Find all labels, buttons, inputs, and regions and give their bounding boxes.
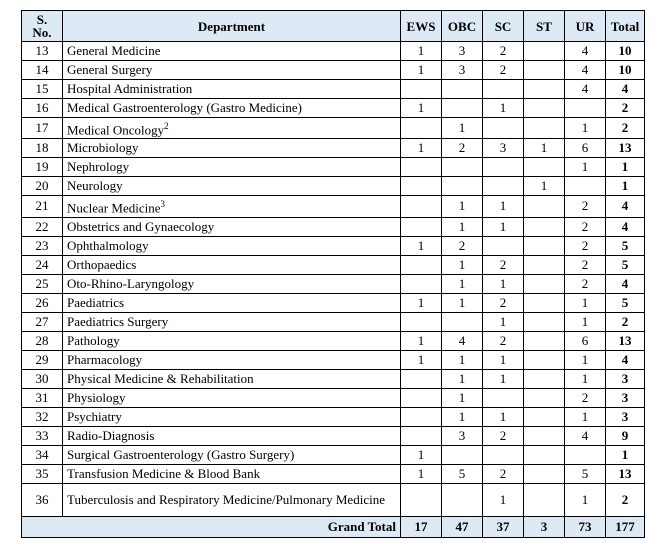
- cell-total: 13: [606, 331, 645, 350]
- department-name: Psychiatry: [67, 408, 122, 424]
- cell-department: [63, 445, 401, 464]
- cell-st: [524, 255, 565, 274]
- grand-total-ews: 17: [401, 516, 442, 537]
- table-row: [22, 118, 645, 139]
- department-name: Nuclear Medicine: [67, 200, 161, 216]
- table-row: [22, 61, 645, 80]
- cell-ews: [401, 483, 442, 516]
- department-name: Medical Oncology: [67, 122, 165, 138]
- cell-st: [524, 445, 565, 464]
- cell-sc: [483, 158, 524, 177]
- cell-sno: 15: [22, 80, 63, 99]
- cell-st: [524, 483, 565, 516]
- cell-ur: 1: [565, 350, 606, 369]
- cell-obc: [442, 445, 483, 464]
- cell-obc: 1: [442, 350, 483, 369]
- cell-obc: 2: [442, 139, 483, 158]
- cell-ews: 1: [401, 464, 442, 483]
- cell-ews: [401, 158, 442, 177]
- cell-department: [63, 236, 401, 255]
- cell-sc: [483, 177, 524, 196]
- cell-ur: [565, 177, 606, 196]
- table-row: [22, 293, 645, 312]
- cell-total: 5: [606, 255, 645, 274]
- cell-st: [524, 196, 565, 217]
- cell-sno: 14: [22, 61, 63, 80]
- cell-department: [63, 42, 401, 61]
- cell-ur: [565, 445, 606, 464]
- cell-ews: 1: [401, 99, 442, 118]
- cell-department: [63, 331, 401, 350]
- cell-st: [524, 464, 565, 483]
- table-row: [22, 331, 645, 350]
- header-sno: [22, 11, 63, 42]
- table-row: [22, 255, 645, 274]
- table-footer: [22, 516, 645, 537]
- cell-department: [63, 139, 401, 158]
- cell-obc: [442, 80, 483, 99]
- cell-sc: 1: [483, 274, 524, 293]
- cell-sc: [483, 388, 524, 407]
- cell-department: [63, 312, 401, 331]
- department-name: General Medicine: [67, 43, 161, 58]
- cell-ews: [401, 312, 442, 331]
- cell-st: [524, 118, 565, 139]
- cell-obc: 1: [442, 388, 483, 407]
- cell-sc: 2: [483, 255, 524, 274]
- cell-ews: 1: [401, 293, 442, 312]
- cell-ur: 1: [565, 118, 606, 139]
- department-name: Physical Medicine & Rehabilitation: [67, 370, 254, 386]
- header-row: [22, 11, 645, 42]
- cell-sc: 1: [483, 483, 524, 516]
- cell-sno: 31: [22, 388, 63, 407]
- cell-ews: [401, 407, 442, 426]
- cell-sno: 21: [22, 196, 63, 217]
- cell-sno: 25: [22, 274, 63, 293]
- department-name: Pathology: [67, 332, 120, 348]
- cell-sc: 2: [483, 426, 524, 445]
- cell-ur: 1: [565, 293, 606, 312]
- cell-obc: [442, 177, 483, 196]
- department-name: Hospital Administration: [67, 81, 193, 96]
- cell-department: [63, 118, 401, 139]
- table-row: [22, 236, 645, 255]
- cell-total: 9: [606, 426, 645, 445]
- cell-obc: 2: [442, 236, 483, 255]
- cell-sno: 30: [22, 369, 63, 388]
- department-table: [21, 10, 645, 538]
- cell-st: [524, 42, 565, 61]
- cell-sc: 1: [483, 350, 524, 369]
- cell-ur: 2: [565, 217, 606, 236]
- cell-obc: 5: [442, 464, 483, 483]
- cell-total: 4: [606, 350, 645, 369]
- cell-st: [524, 99, 565, 118]
- table-row: [22, 445, 645, 464]
- cell-ews: [401, 80, 442, 99]
- table-header: [22, 11, 645, 42]
- cell-department: [63, 426, 401, 445]
- footnote-marker: 3: [160, 199, 165, 210]
- cell-ur: 1: [565, 407, 606, 426]
- cell-obc: 1: [442, 407, 483, 426]
- cell-ews: [401, 255, 442, 274]
- cell-total: 10: [606, 42, 645, 61]
- department-name: Transfusion Medicine & Blood Bank: [67, 465, 261, 481]
- table-row: [22, 312, 645, 331]
- table-row: [22, 483, 645, 516]
- cell-sc: 2: [483, 61, 524, 80]
- cell-ews: 1: [401, 139, 442, 158]
- table-row: [22, 426, 645, 445]
- department-name: Paediatrics Surgery: [67, 313, 169, 329]
- cell-total: 4: [606, 80, 645, 99]
- table-row: [22, 369, 645, 388]
- cell-ur: 2: [565, 236, 606, 255]
- department-name: Microbiology: [67, 140, 139, 156]
- department-name: Nephrology: [67, 159, 130, 175]
- cell-sno: 16: [22, 99, 63, 118]
- cell-st: [524, 388, 565, 407]
- department-name: Tuberculosis and Respiratory Medicine/Pulmonary Medicine: [67, 491, 385, 507]
- header-ur: UR: [565, 11, 606, 42]
- cell-department: [63, 61, 401, 80]
- table-row: [22, 217, 645, 236]
- cell-obc: [442, 158, 483, 177]
- cell-department: [63, 407, 401, 426]
- table-row: [22, 177, 645, 196]
- grand-total-sc: 37: [483, 516, 524, 537]
- footnote-marker: 2: [164, 121, 169, 131]
- cell-sc: 1: [483, 196, 524, 217]
- department-name: Physiology: [67, 389, 126, 405]
- cell-obc: [442, 483, 483, 516]
- department-name: Radio-Diagnosis: [67, 427, 155, 443]
- cell-sno: 13: [22, 42, 63, 61]
- cell-obc: 1: [442, 196, 483, 217]
- cell-ur: 4: [565, 80, 606, 99]
- cell-st: [524, 312, 565, 331]
- header-sno-line2: No.: [32, 25, 52, 40]
- table-row: [22, 350, 645, 369]
- department-name: Ophthalmology: [67, 237, 149, 253]
- cell-st: [524, 80, 565, 99]
- table-row: [22, 196, 645, 217]
- cell-ur: 5: [565, 464, 606, 483]
- cell-obc: 1: [442, 293, 483, 312]
- table-row: [22, 139, 645, 158]
- cell-department: [63, 177, 401, 196]
- cell-obc: 1: [442, 274, 483, 293]
- cell-ews: [401, 196, 442, 217]
- cell-department: [63, 388, 401, 407]
- cell-sc: 2: [483, 464, 524, 483]
- table-row: [22, 388, 645, 407]
- table-row: [22, 407, 645, 426]
- cell-ur: 1: [565, 483, 606, 516]
- cell-obc: [442, 99, 483, 118]
- cell-sc: 2: [483, 293, 524, 312]
- department-name: Oto-Rhino-Laryngology: [67, 275, 195, 291]
- cell-ews: 1: [401, 42, 442, 61]
- cell-ur: 4: [565, 42, 606, 61]
- header-sc: SC: [483, 11, 524, 42]
- cell-ur: 1: [565, 312, 606, 331]
- cell-obc: 3: [442, 61, 483, 80]
- cell-sno: 32: [22, 407, 63, 426]
- cell-total: 3: [606, 388, 645, 407]
- header-obc: OBC: [442, 11, 483, 42]
- cell-department: [63, 217, 401, 236]
- cell-st: [524, 217, 565, 236]
- cell-sno: 23: [22, 236, 63, 255]
- cell-department: [63, 158, 401, 177]
- cell-sc: 3: [483, 139, 524, 158]
- cell-sno: 17: [22, 118, 63, 139]
- cell-sc: 1: [483, 407, 524, 426]
- cell-ews: [401, 369, 442, 388]
- cell-st: 1: [524, 177, 565, 196]
- cell-obc: 4: [442, 331, 483, 350]
- grand-total-row: [22, 516, 645, 537]
- cell-sc: [483, 445, 524, 464]
- department-name: Surgical Gastroenterology (Gastro Surgery): [67, 446, 295, 462]
- grand-total-label: Grand Total: [22, 516, 401, 537]
- cell-st: [524, 369, 565, 388]
- cell-ews: [401, 426, 442, 445]
- cell-sno: 22: [22, 217, 63, 236]
- cell-sno: 26: [22, 293, 63, 312]
- grand-total-st: 3: [524, 516, 565, 537]
- cell-ur: 6: [565, 331, 606, 350]
- cell-ews: [401, 274, 442, 293]
- department-name: Obstetrics and Gynaecology: [67, 218, 215, 234]
- department-name: Orthopaedics: [67, 256, 137, 272]
- cell-department: [63, 464, 401, 483]
- cell-total: 13: [606, 464, 645, 483]
- cell-ews: 1: [401, 445, 442, 464]
- cell-department: [63, 80, 401, 99]
- cell-total: 4: [606, 217, 645, 236]
- cell-sno: 18: [22, 139, 63, 158]
- cell-ur: 1: [565, 369, 606, 388]
- cell-sno: 19: [22, 158, 63, 177]
- table-row: [22, 99, 645, 118]
- cell-st: [524, 331, 565, 350]
- table-body: [22, 42, 645, 517]
- cell-total: 4: [606, 196, 645, 217]
- table-row: [22, 42, 645, 61]
- department-name: Medical Gastroenterology (Gastro Medicine): [67, 100, 303, 115]
- cell-total: 2: [606, 312, 645, 331]
- cell-sc: 2: [483, 42, 524, 61]
- cell-total: 5: [606, 236, 645, 255]
- cell-st: [524, 61, 565, 80]
- cell-ews: 1: [401, 350, 442, 369]
- cell-ur: 2: [565, 274, 606, 293]
- cell-ews: [401, 177, 442, 196]
- cell-sc: [483, 118, 524, 139]
- cell-sc: 1: [483, 369, 524, 388]
- cell-sc: [483, 236, 524, 255]
- cell-sc: 1: [483, 217, 524, 236]
- cell-ur: 4: [565, 61, 606, 80]
- cell-obc: 1: [442, 255, 483, 274]
- cell-obc: 1: [442, 118, 483, 139]
- cell-sc: 2: [483, 331, 524, 350]
- cell-total: 2: [606, 483, 645, 516]
- department-name: Paediatrics: [67, 294, 125, 310]
- cell-total: 1: [606, 158, 645, 177]
- cell-department: [63, 369, 401, 388]
- cell-ur: 4: [565, 426, 606, 445]
- grand-total-total: 177: [606, 516, 645, 537]
- cell-sno: 36: [22, 483, 63, 516]
- cell-ur: 2: [565, 388, 606, 407]
- cell-st: [524, 407, 565, 426]
- department-name: Neurology: [67, 178, 123, 194]
- table-row: [22, 158, 645, 177]
- cell-total: 3: [606, 369, 645, 388]
- cell-sc: 1: [483, 99, 524, 118]
- cell-st: [524, 236, 565, 255]
- header-total: Total: [606, 11, 645, 42]
- cell-st: [524, 158, 565, 177]
- cell-sc: 1: [483, 312, 524, 331]
- cell-obc: 1: [442, 217, 483, 236]
- cell-department: [63, 483, 401, 516]
- cell-department: [63, 255, 401, 274]
- cell-sno: 33: [22, 426, 63, 445]
- cell-ur: 2: [565, 255, 606, 274]
- cell-st: [524, 350, 565, 369]
- cell-ews: 1: [401, 61, 442, 80]
- cell-total: 13: [606, 139, 645, 158]
- cell-ews: [401, 388, 442, 407]
- cell-st: [524, 426, 565, 445]
- cell-sno: 27: [22, 312, 63, 331]
- cell-total: 10: [606, 61, 645, 80]
- header-st: ST: [524, 11, 565, 42]
- cell-sno: 20: [22, 177, 63, 196]
- cell-ur: [565, 99, 606, 118]
- cell-obc: 3: [442, 42, 483, 61]
- cell-st: 1: [524, 139, 565, 158]
- cell-department: [63, 293, 401, 312]
- cell-obc: 3: [442, 426, 483, 445]
- cell-sno: 35: [22, 464, 63, 483]
- cell-ur: 6: [565, 139, 606, 158]
- cell-department: [63, 274, 401, 293]
- cell-ews: 1: [401, 236, 442, 255]
- grand-total-obc: 47: [442, 516, 483, 537]
- cell-sno: 28: [22, 331, 63, 350]
- cell-sno: 24: [22, 255, 63, 274]
- cell-total: 4: [606, 274, 645, 293]
- cell-obc: 1: [442, 369, 483, 388]
- cell-st: [524, 293, 565, 312]
- cell-sno: 29: [22, 350, 63, 369]
- header-department: Department: [63, 11, 401, 42]
- cell-ews: 1: [401, 331, 442, 350]
- table-row: [22, 274, 645, 293]
- cell-ur: 1: [565, 158, 606, 177]
- cell-total: 3: [606, 407, 645, 426]
- cell-department: [63, 196, 401, 217]
- header-ews: EWS: [401, 11, 442, 42]
- cell-total: 1: [606, 177, 645, 196]
- table-row: [22, 464, 645, 483]
- grand-total-ur: 73: [565, 516, 606, 537]
- table-row: [22, 80, 645, 99]
- cell-total: 5: [606, 293, 645, 312]
- cell-st: [524, 274, 565, 293]
- cell-ews: [401, 118, 442, 139]
- cell-ews: [401, 217, 442, 236]
- cell-obc: [442, 312, 483, 331]
- cell-total: 2: [606, 99, 645, 118]
- cell-department: [63, 99, 401, 118]
- cell-sno: 34: [22, 445, 63, 464]
- department-name: General Surgery: [67, 62, 153, 77]
- cell-ur: 2: [565, 196, 606, 217]
- department-name: Pharmacology: [67, 351, 143, 367]
- cell-total: 1: [606, 445, 645, 464]
- cell-sc: [483, 80, 524, 99]
- header-sno-line1: S.: [36, 12, 48, 27]
- cell-total: 2: [606, 118, 645, 139]
- cell-department: [63, 350, 401, 369]
